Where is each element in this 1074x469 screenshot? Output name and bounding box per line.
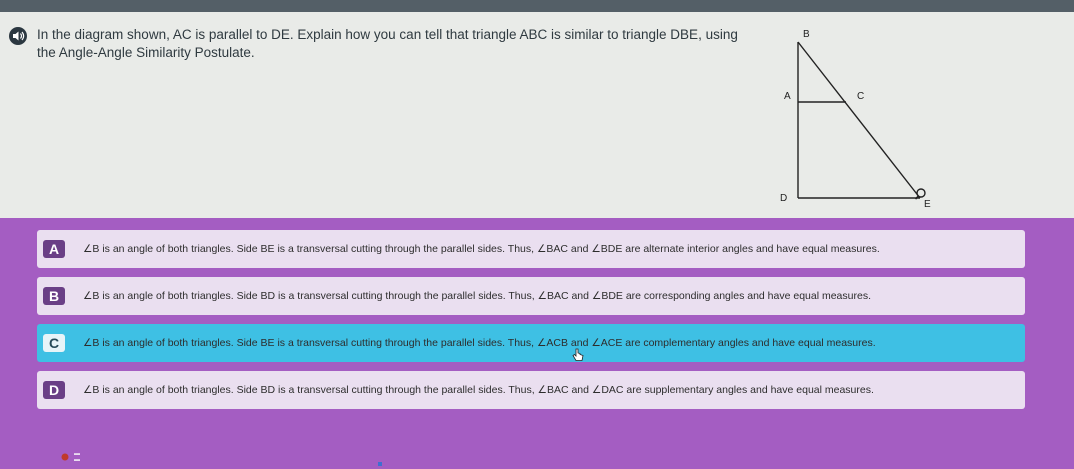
option-letter: D bbox=[43, 381, 65, 399]
option-d[interactable] bbox=[37, 371, 1025, 409]
status-area bbox=[60, 450, 100, 464]
label-a: A bbox=[784, 91, 791, 102]
speaker-icon bbox=[8, 26, 28, 46]
label-d: D bbox=[780, 193, 788, 204]
label-b: B bbox=[803, 29, 810, 40]
option-letter: A bbox=[43, 240, 65, 258]
option-text: ∠B is an angle of both triangles. Side BD is a transversal cutting through the parallel sides. Thus, ∠BAC and ∠BDE are corresponding angles and have equal measures. bbox=[83, 290, 871, 302]
option-b[interactable] bbox=[37, 277, 1025, 315]
status-glyph: ▬ ▬ bbox=[74, 451, 80, 463]
taskbar-dot bbox=[378, 462, 382, 466]
option-text: ∠B is an angle of both triangles. Side BE is a transversal cutting through the parallel sides. Thus, ∠BAC and ∠BDE are alternate interior angles and have equal measures. bbox=[83, 243, 880, 255]
label-e: E bbox=[924, 199, 931, 210]
option-c[interactable] bbox=[37, 324, 1025, 362]
answers-panel bbox=[0, 218, 1074, 469]
option-letter: B bbox=[43, 287, 65, 305]
option-text: ∠B is an angle of both triangles. Side BD is a transversal cutting through the parallel sides. Thus, ∠BAC and ∠DAC are supplementary angles and have equal measures. bbox=[83, 384, 874, 396]
top-bar bbox=[0, 0, 1074, 12]
option-a[interactable] bbox=[37, 230, 1025, 268]
question-text: In the diagram shown, AC is parallel to DE. Explain how you can tell that triangle ABC is similar to triangle DBE, using the Angle-Angle Similarity Postulate. bbox=[37, 27, 738, 60]
audio-button[interactable] bbox=[8, 26, 28, 46]
magnifier-icon[interactable] bbox=[916, 189, 926, 199]
option-letter: C bbox=[43, 334, 65, 352]
triangle-diagram bbox=[770, 26, 970, 226]
option-text: ∠B is an angle of both triangles. Side BE is a transversal cutting through the parallel sides. Thus, ∠ACB and ∠ACE are complementary angles and have equal measures. bbox=[83, 337, 876, 349]
question-panel bbox=[0, 12, 1074, 218]
diagram-lines bbox=[798, 42, 920, 198]
status-icon bbox=[60, 452, 70, 462]
hand-cursor-icon bbox=[572, 348, 584, 362]
label-c: C bbox=[857, 91, 865, 102]
